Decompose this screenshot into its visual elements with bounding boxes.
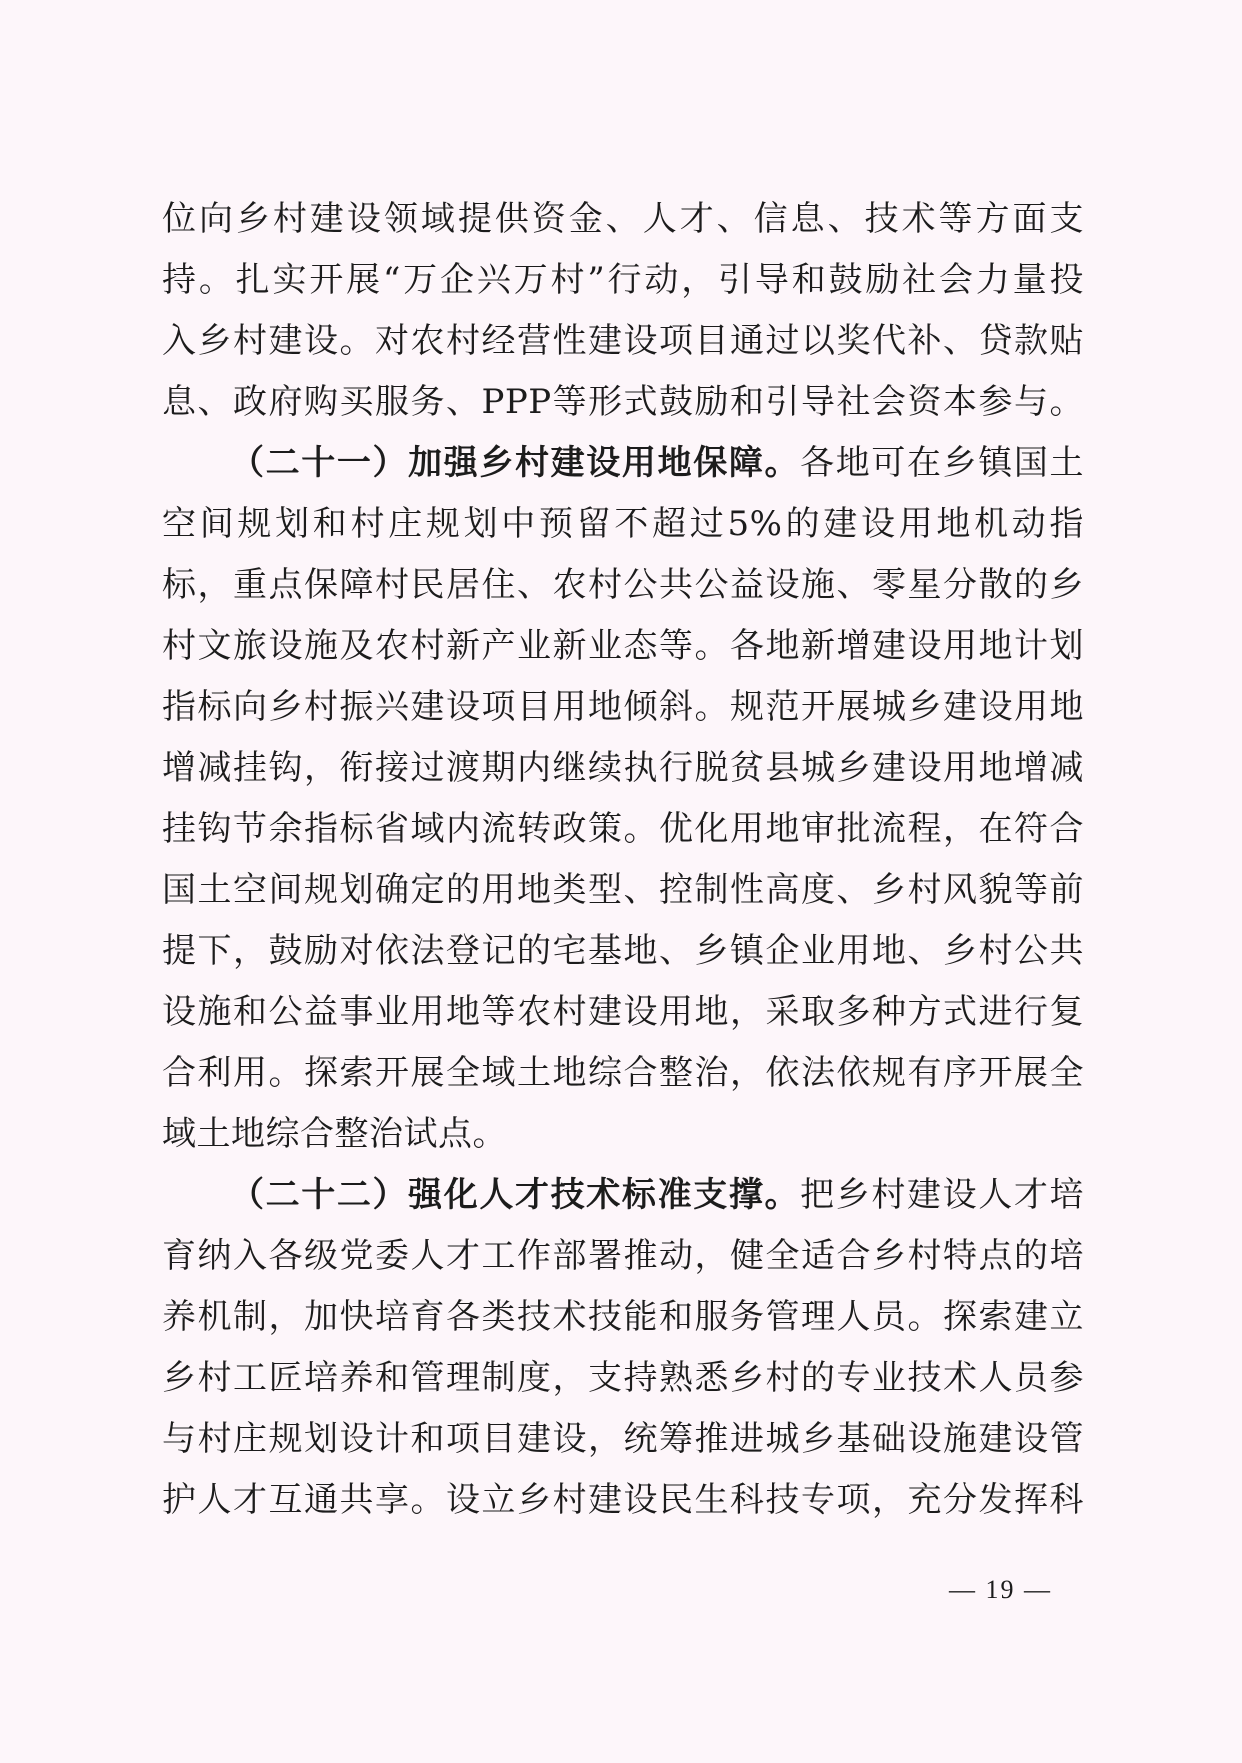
page-number: — 19 —	[949, 1575, 1052, 1604]
paragraph-line: 标，重点保障村民居住、农村公共公益设施、零星分散的乡	[162, 565, 1084, 605]
paragraph-line: 息、政府购买服务、PPP等形式鼓励和引导社会资本参与。	[162, 382, 1084, 422]
paragraph-line: 合利用。探索开展全域土地综合整治，依法依规有序开展全	[162, 1053, 1084, 1093]
paragraph-line: 国土空间规划确定的用地类型、控制性高度、乡村风貌等前	[162, 870, 1084, 910]
paragraph-line: 指标向乡村振兴建设项目用地倾斜。规范开展城乡建设用地	[162, 687, 1084, 727]
paragraph-line: 空间规划和村庄规划中预留不超过5%的建设用地机动指	[162, 504, 1084, 544]
paragraph-line: 入乡村建设。对农村经营性建设项目通过以奖代补、贷款贴	[162, 321, 1084, 361]
paragraph-line: 持。扎实开展“万企兴万村”行动，引导和鼓励社会力量投	[162, 260, 1084, 300]
paragraph-line: 挂钩节余指标省域内流转政策。优化用地审批流程，在符合	[162, 809, 1084, 849]
paragraph-line: 乡村工匠培养和管理制度，支持熟悉乡村的专业技术人员参	[162, 1358, 1084, 1398]
paragraph-line: 设施和公益事业用地等农村建设用地，采取多种方式进行复	[162, 992, 1084, 1032]
paragraph-line: 提下，鼓励对依法登记的宅基地、乡镇企业用地、乡村公共	[162, 931, 1084, 971]
paragraph-line: 域土地综合整治试点。	[162, 1114, 507, 1154]
section-21-first-line	[162, 433, 1084, 494]
page-body	[162, 189, 1084, 1531]
section-22-first-line	[162, 1165, 1084, 1226]
paragraph-line: 育纳入各级党委人才工作部署推动，健全适合乡村特点的培	[162, 1236, 1084, 1276]
section-21-heading: （二十一）加强乡村建设用地保障。	[230, 443, 801, 483]
section-22-first-line-text: 把乡村建设人才培	[800, 1175, 1085, 1215]
section-22-heading: （二十二）强化人才技术标准支撑。	[230, 1175, 801, 1215]
paragraph-line: 护人才互通共享。设立乡村建设民生科技专项，充分发挥科	[162, 1480, 1084, 1520]
paragraph-line: 位向乡村建设领域提供资金、人才、信息、技术等方面支	[162, 199, 1084, 239]
paragraph-line: 村文旅设施及农村新产业新业态等。各地新增建设用地计划	[162, 626, 1084, 666]
paragraph-line: 与村庄规划设计和项目建设，统筹推进城乡基础设施建设管	[162, 1419, 1084, 1459]
paragraph-line: 增减挂钩，衔接过渡期内继续执行脱贫县城乡建设用地增减	[162, 748, 1084, 788]
section-21-first-line-text: 各地可在乡镇国土	[800, 443, 1085, 483]
paragraph-line: 养机制，加快培育各类技术技能和服务管理人员。探索建立	[162, 1297, 1084, 1337]
